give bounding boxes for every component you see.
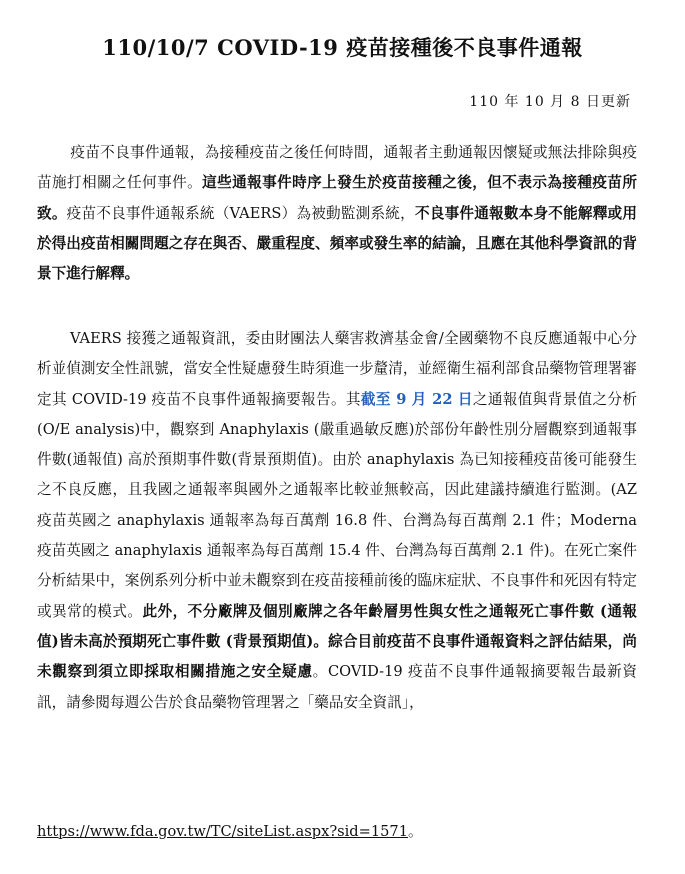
update-date: 110 年 10 月 8 日更新: [469, 94, 631, 110]
link-suffix: 。: [408, 823, 423, 840]
document-title: 110/10/7 COVID-19 疫苗接種後不良事件通報: [102, 35, 583, 60]
date-highlight: 截至 9 月 22 日: [360, 390, 473, 408]
paragraph2-analysis-text: 之通報值與背景值之分析(O/E analysis)中，觀察到 Anaphylaxis (嚴重過敏反應)於部份年齡性別分層觀察到通報事件數(通報值) 高於預期事件數(背景預期值)。由於 anaphylaxis 為已知接種疫苗後可能發生之不良反應，且我國之通報率與國外之通報率比較並無較高，因此建議持續進行監測。(AZ 疫苗英國之 anaphylaxis 通報率為每百萬劑 16.8 件、台灣為每百萬劑 2.1 件；Moderna 疫苗英國之 anaphylaxis 通報率為每百萬劑 15.4 件、台灣為每百萬劑 2.1 件)。在死亡案件分析結果中，案例系列分析中並未觀察到在疫苗接種前後的臨床症狀、不良事件和死因有特定或異常的模式。: [37, 390, 637, 620]
paragraph1-text: 疫苗不良事件通報，為接種疫苗之後任何時間，通報者主動通報因懷疑或無法排除與疫苗施打相關之任何事件。: [37, 144, 637, 192]
paragraph1-vaers-text: 疫苗不良事件通報系統（VAERS）為被動監測系統，: [66, 204, 415, 222]
fda-site-link[interactable]: https://www.fda.gov.tw/TC/siteList.aspx?sid=1571: [37, 823, 409, 840]
paragraph-analysis: [37, 324, 637, 718]
paragraph-disclaimer: [37, 138, 637, 289]
paragraph2-reference-text: 。COVID-19 疫苗不良事件通報摘要報告最新資訊，請參閱每週公告於食品藥物管理署之「藥品安全資訊」，: [37, 663, 637, 711]
paragraph2-bold-conclusion: 此外，不分廠牌及個別廠牌之各年齡層男性與女性之通報死亡事件數 (通報值)皆未高於預期死亡事件數 (背景預期值)。綜合目前疫苗不良事件通報資料之評估結果，尚未觀察到須立即採取相關措施之安全疑慮: [37, 602, 637, 681]
paragraph1-bold-statement: 這些通報事件時序上發生於疫苗接種之後，但不表示為接種疫苗所致。: [37, 174, 637, 222]
reference-link-line: [37, 820, 423, 841]
paragraph2-intro-text: VAERS 接獲之通報資訊，委由財團法人藥害救濟基金會/全國藥物不良反應通報中心分析並偵測安全性訊號，當安全性疑慮發生時須進一步釐清，並經衛生福利部食品藥物管理署審定其 COVID-19 疫苗不良事件通報摘要報告。其: [37, 330, 637, 408]
paragraph1-bold-interpretation: 不良事件通報數本身不能解釋或用於得出疫苗相關問題之存在與否、嚴重程度、頻率或發生率的結論，且應在其他科學資訊的背景下進行解釋。: [37, 204, 637, 283]
